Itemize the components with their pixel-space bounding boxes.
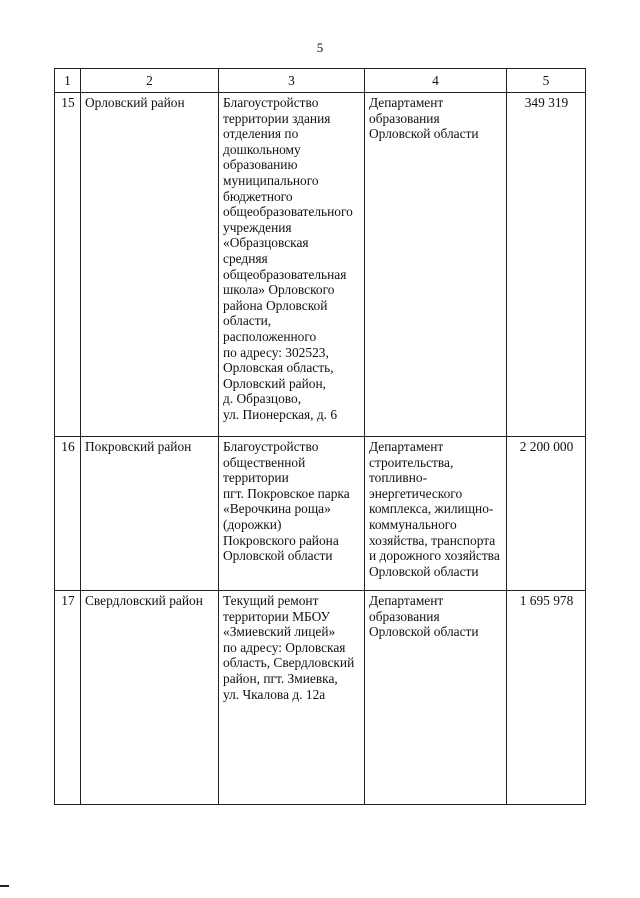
cell-text-line: «Верочкина роща» bbox=[223, 501, 331, 517]
cell-text-line: Орловской области bbox=[369, 126, 479, 142]
department-cell bbox=[365, 437, 507, 591]
cell-text-line: ул. Чкалова д. 12а bbox=[223, 686, 326, 702]
cell-text-line: общеобразовательная bbox=[223, 266, 347, 282]
cell-text-line: Департамент bbox=[369, 439, 444, 454]
cell-text-line: ул. Пионерская, д. 6 bbox=[223, 406, 338, 422]
header-col-5: 5 bbox=[507, 69, 586, 93]
page-number: 5 bbox=[316, 40, 324, 55]
cell-text-line: дошкольному bbox=[223, 141, 301, 157]
cell-text-line: «Образцовская bbox=[223, 235, 309, 251]
cell-text-line: общеобразовательного bbox=[223, 204, 353, 220]
cell-text-line: района Орловской bbox=[223, 297, 328, 313]
amount-cell: 349 319 bbox=[507, 93, 586, 437]
program-table bbox=[54, 68, 586, 805]
cell-text-line: область, Свердловский bbox=[223, 655, 355, 671]
cell-text-line: топливно- bbox=[369, 470, 428, 486]
header-col-2: 2 bbox=[81, 69, 219, 93]
row-number: 17 bbox=[55, 591, 81, 805]
scan-edge-mark bbox=[0, 885, 9, 887]
department-cell bbox=[365, 591, 507, 805]
cell-text-line: образования bbox=[369, 110, 440, 126]
cell-text-line: «Змиевский лицей» bbox=[223, 624, 336, 640]
cell-text-line: энергетического bbox=[369, 485, 463, 501]
cell-text-line: Орловской области bbox=[223, 548, 333, 564]
department-cell bbox=[365, 93, 507, 437]
cell-text-line: по адресу: Орловская bbox=[223, 639, 346, 655]
cell-text-line: д. Образцово, bbox=[223, 391, 302, 407]
object-cell bbox=[219, 437, 365, 591]
cell-text-line: средняя bbox=[223, 250, 268, 266]
cell-text-line: образования bbox=[369, 608, 440, 624]
cell-text-line: коммунального bbox=[369, 516, 457, 532]
table-row bbox=[55, 591, 586, 805]
cell-text-line: Покровского района bbox=[223, 532, 339, 548]
table-row bbox=[55, 93, 586, 437]
table-header-row bbox=[55, 69, 586, 93]
cell-text-line: образованию bbox=[223, 157, 298, 173]
cell-text-line: Благоустройство bbox=[223, 95, 319, 110]
row-number: 16 bbox=[55, 437, 81, 591]
cell-text-line: Департамент bbox=[369, 95, 444, 110]
cell-text-line: территории bbox=[223, 470, 289, 486]
cell-text-line: Орловской области bbox=[369, 563, 479, 579]
cell-text-line: Орловской области bbox=[369, 624, 479, 640]
cell-text-line: Благоустройство bbox=[223, 439, 319, 454]
amount-cell: 2 200 000 bbox=[507, 437, 586, 591]
cell-text-line: области, bbox=[223, 313, 272, 329]
cell-text-line: (дорожки) bbox=[223, 516, 282, 532]
district-cell: Орловский район bbox=[81, 93, 219, 437]
cell-text-line: расположенного bbox=[223, 328, 317, 344]
cell-text-line: Орловская область, bbox=[223, 360, 334, 376]
table-row bbox=[55, 437, 586, 591]
header-col-4: 4 bbox=[365, 69, 507, 93]
cell-text-line: и дорожного хозяйства bbox=[369, 548, 500, 564]
cell-text-line: отделения по bbox=[223, 126, 299, 142]
cell-text-line: бюджетного bbox=[223, 188, 293, 204]
cell-text-line: Департамент bbox=[369, 593, 444, 608]
cell-text-line: по адресу: 302523, bbox=[223, 344, 329, 360]
header-col-3: 3 bbox=[219, 69, 365, 93]
cell-text-line: учреждения bbox=[223, 219, 292, 235]
cell-text-line: общественной bbox=[223, 454, 306, 470]
header-col-1: 1 bbox=[55, 69, 81, 93]
cell-text-line: школа» Орловского bbox=[223, 282, 335, 298]
cell-text-line: муниципального bbox=[223, 172, 319, 188]
object-cell bbox=[219, 93, 365, 437]
cell-text-line: Текущий ремонт bbox=[223, 593, 319, 608]
cell-text-line: территории МБОУ bbox=[223, 608, 331, 624]
district-cell: Покровский район bbox=[81, 437, 219, 591]
cell-text-line: строительства, bbox=[369, 454, 454, 470]
cell-text-line: комплекса, жилищно- bbox=[369, 501, 494, 517]
amount-cell: 1 695 978 bbox=[507, 591, 586, 805]
cell-text-line: пгт. Покровское парка bbox=[223, 485, 350, 501]
cell-text-line: хозяйства, транспорта bbox=[369, 532, 496, 548]
cell-text-line: территории здания bbox=[223, 110, 331, 126]
district-cell: Свердловский район bbox=[81, 591, 219, 805]
cell-text-line: Орловский район, bbox=[223, 375, 326, 391]
cell-text-line: район, пгт. Змиевка, bbox=[223, 670, 338, 686]
row-number: 15 bbox=[55, 93, 81, 437]
object-cell bbox=[219, 591, 365, 805]
